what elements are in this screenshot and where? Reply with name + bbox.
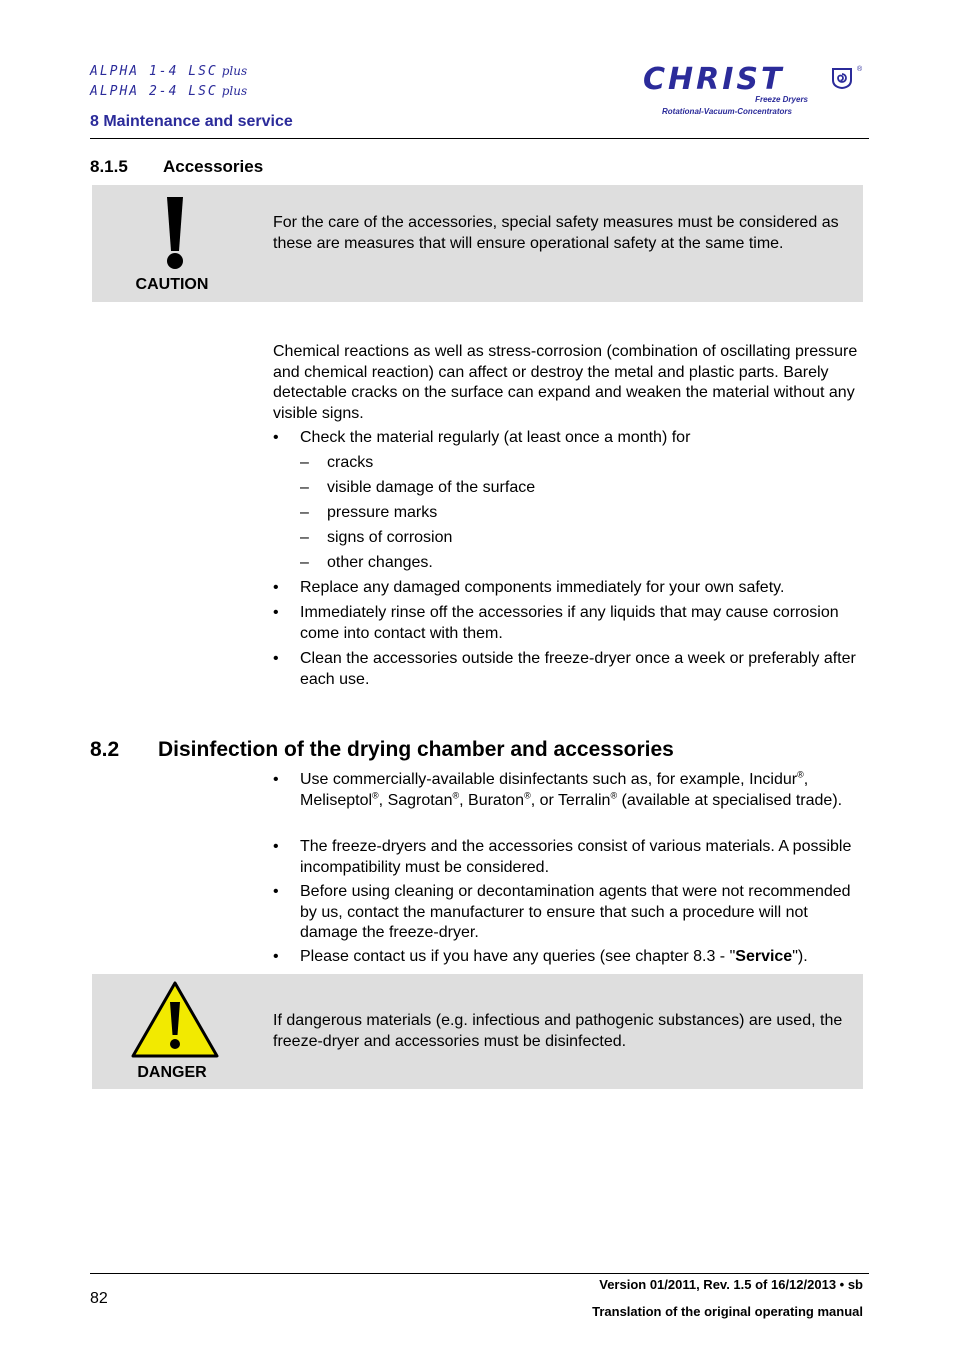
logo-subtitle-2: Rotational-Vacuum-Concentrators <box>662 107 792 116</box>
danger-label: DANGER <box>137 1064 207 1081</box>
header-rule <box>90 138 869 139</box>
danger-notice <box>92 974 863 1089</box>
chapter-heading: 8 Maintenance and service <box>90 113 293 130</box>
footer-rule <box>90 1273 869 1274</box>
exclamation-icon <box>130 195 220 276</box>
section-heading-8-2: 8.2 Disinfection of the drying chamber and accessories <box>90 738 674 761</box>
translation-note: Translation of the original operating manual <box>592 1304 863 1319</box>
logo-wordmark: CHRIST <box>643 62 785 97</box>
caution-notice <box>92 185 863 302</box>
model-name-1: ALPHA 1-4 LSC plus <box>90 64 248 79</box>
logo-subtitle-1: Freeze Dryers <box>755 95 808 104</box>
caution-text: For the care of the accessories, special safety measures must be considered as these are measures that will ensure operational safety at the same time. <box>273 214 839 252</box>
page-number: 82 <box>90 1290 108 1307</box>
intro-paragraph: Chemical reactions as well as stress-corrosion (combination of oscillating pressure and chemical reaction) can affect or destroy the metal and plastic parts. Barely detectable cracks on the surface can expand and weaken the material without any visible signs. <box>273 343 858 422</box>
warning-triangle-icon <box>130 980 220 1063</box>
logo-swirl-icon <box>830 66 854 90</box>
danger-text: If dangerous materials (e.g. infectious and pathogenic substances) are used, the freeze-dryer and accessories must be disinfected. <box>273 1012 843 1050</box>
version-info: Version 01/2011, Rev. 1.5 of 16/12/2013 • sb <box>599 1277 863 1292</box>
registered-mark: ® <box>857 66 863 73</box>
christ-logo <box>643 62 865 120</box>
service-chapter-ref: Service <box>735 948 793 965</box>
section-heading-8-1-5: 8.1.5 Accessories <box>90 157 264 176</box>
model-name-2: ALPHA 2-4 LSC plus <box>90 84 248 99</box>
caution-label: CAUTION <box>135 276 209 293</box>
